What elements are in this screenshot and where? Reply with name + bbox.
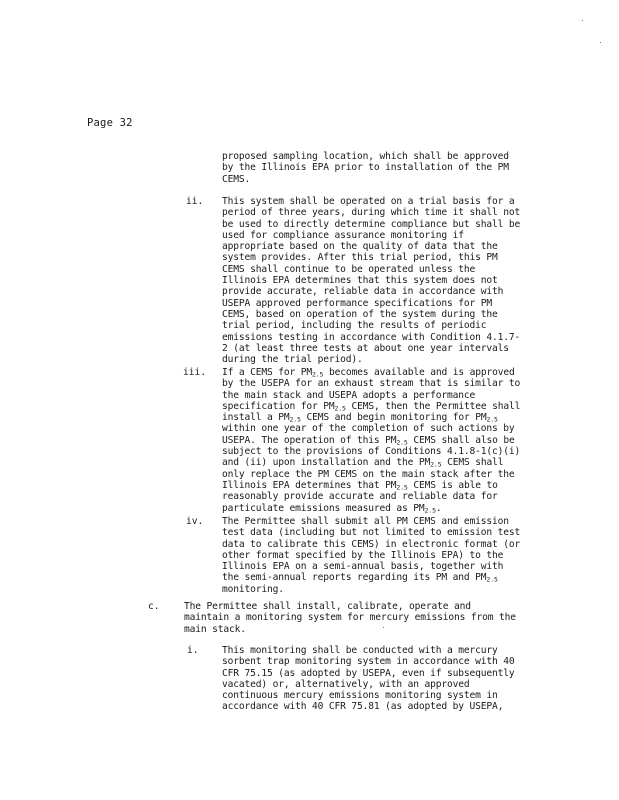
item-c-i-marker: i. [187,645,199,656]
text-line: test data (including but not limited to emission test [222,527,521,539]
text-line: CEMS shall continue to be operated unless the [222,263,476,275]
text-line: period of three years, during which time it shall not [222,207,521,219]
item-ii-marker: ii. [186,196,204,207]
text-line: sorbent trap monitoring system in accordance with 40 [222,656,515,668]
text-line: system provides. After this trial period, this PM [222,252,498,264]
text-line: reasonably provide accurate and reliable data for [222,491,498,503]
continuation-paragraph [222,151,534,185]
text-line: CEMS, based on operation of the system during the [222,308,498,320]
text-line: appropriate based on the quality of data that the [222,241,498,253]
text-line: Illinois EPA determines that $PM_{2.5}$ CEMS is able to [222,479,498,492]
scan-speck [582,20,583,21]
text-line: specification for $PM_{2.5}$ CEMS, then the Permittee shall [222,400,521,413]
item-iii-marker: iii. [183,367,207,378]
scan-speck [600,42,601,43]
text-line: provide accurate, reliable data in accordance with [222,286,504,298]
text-line: USEPA approved performance specifications for PM [222,297,493,309]
scan-speck [383,627,384,628]
text-line: be used to directly determine compliance but shall be [222,218,521,230]
item-iv-marker: iv. [186,516,204,527]
text-line: data to calibrate this CEMS) in electronic format (or [222,538,521,550]
text-line: CEMS. [222,173,251,185]
page-number: Page 32 [87,117,133,129]
item-ii-paragraph [222,196,534,365]
text-line: main stack. [184,623,246,635]
text-line: monitoring. [222,583,284,595]
text-line: vacated) or, alternatively, with an approved [222,678,470,690]
text-line: The Permittee shall install, calibrate, operate and [184,601,471,612]
item-c-paragraph [184,601,529,635]
text-line: Illinois EPA determines that this system does not [222,275,498,287]
text-line: proposed sampling location, which shall be approved [222,151,509,162]
item-iv-paragraph [222,516,534,595]
text-line: This monitoring shall be conducted with a mercury [222,645,498,656]
text-line: install a $PM_{2.5}$ CEMS and begin monitoring for $PM_{2.5}$ [222,412,498,424]
text-line: and (ii) upon installation and the $PM_{2.5}$ CEMS shall [222,457,504,469]
text-line: particulate emissions measured as $PM_{2.5}$. [222,502,442,515]
text-line: Illinois EPA on a semi-annual basis, together with [222,561,504,573]
text-line: other format specified by the Illinois EPA) to the [222,549,504,561]
text-line: the main stack and USEPA adopts a performance [222,389,476,401]
text-line: trial period, including the results of periodic [222,320,487,332]
text-line: continuous mercury emissions monitoring system in [222,690,498,702]
item-c-marker: c. [148,601,160,612]
text-line: If a CEMS for $PM_{2.5}$ becomes available and is approved [222,367,515,379]
text-line: 2 (at least three tests at about one year intervals [222,342,509,354]
text-line: subject to the provisions of Conditions 4.1.8-1(c)(i) [222,446,521,458]
text-line: CFR 75.15 (as adopted by USEPA, even if subsequently [222,667,515,679]
text-line: the semi-annual reports regarding its PM and $PM_{2.5}$ [222,572,498,584]
text-line: accordance with 40 CFR 75.81 (as adopted by USEPA, [222,701,504,713]
item-iii-paragraph [222,367,534,514]
text-line: by the Illinois EPA prior to installation of the PM [222,162,509,174]
text-line: during the trial period). [222,354,363,366]
text-line: This system shall be operated on a trial basis for a [222,196,515,207]
text-line: within one year of the completion of such actions by [222,423,515,435]
text-line: USEPA. The operation of this $PM_{2.5}$ CEMS shall also be [222,434,515,447]
text-line: emissions testing in accordance with Condition 4.1.7- [222,331,521,343]
item-c-i-paragraph [222,645,534,713]
text-line: maintain a monitoring system for mercury emissions from the [184,612,516,624]
text-line: by the USEPA for an exhaust stream that is similar to [222,378,521,390]
text-line: The Permittee shall submit all PM CEMS and emission [222,516,509,527]
text-line: used for compliance assurance monitoring if [222,229,464,241]
text-line: only replace the PM CEMS on the main stack after the [222,468,515,480]
